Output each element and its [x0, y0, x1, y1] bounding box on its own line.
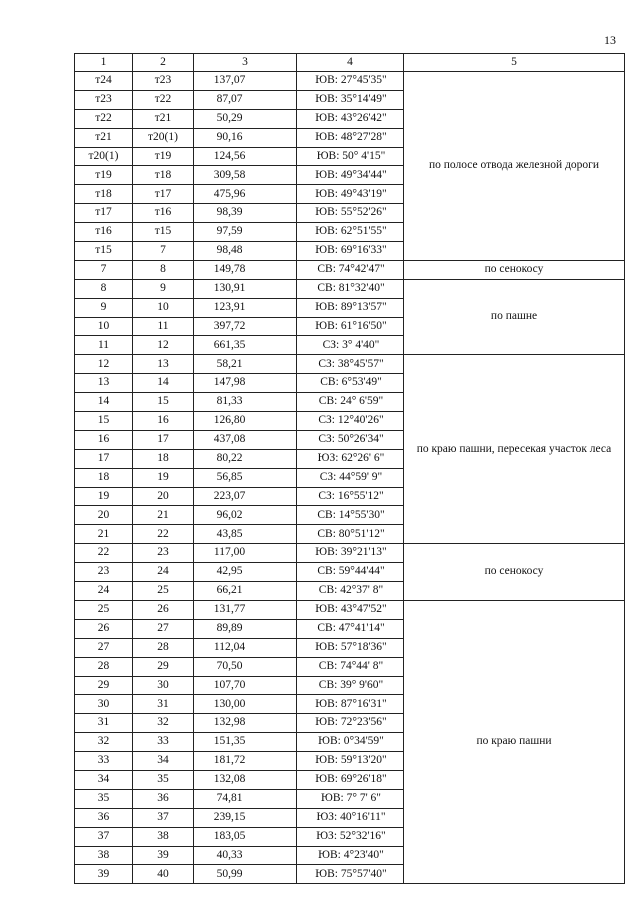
distance-cell: 475,96	[194, 185, 297, 204]
col-header-2: 2	[133, 54, 194, 72]
bearing-cell: СЗ: 38°45'57"	[297, 355, 404, 374]
to-point-cell: т18	[133, 166, 194, 185]
distance-cell: 98,39	[194, 204, 297, 223]
distance-cell: 239,15	[194, 808, 297, 827]
to-point-cell: 21	[133, 506, 194, 525]
distance-cell: 661,35	[194, 336, 297, 355]
bearing-cell: ЮВ: 43°26'42"	[297, 109, 404, 128]
distance-cell: 98,48	[194, 242, 297, 261]
distance-cell: 66,21	[194, 582, 297, 601]
boundary-description-cell: по сенокосу	[404, 544, 625, 601]
from-point-cell: 39	[75, 865, 133, 884]
from-point-cell: т16	[75, 223, 133, 242]
distance-cell: 42,95	[194, 563, 297, 582]
bearing-cell: СВ: 14°55'30"	[297, 506, 404, 525]
bearing-cell: ЮЗ: 40°16'11"	[297, 808, 404, 827]
table-body	[75, 72, 625, 884]
from-point-cell: 8	[75, 279, 133, 298]
bearing-cell: ЮВ: 4°23'40"	[297, 846, 404, 865]
to-point-cell: 39	[133, 846, 194, 865]
bearing-cell: ЮВ: 48°27'28"	[297, 128, 404, 147]
bearing-cell: СЗ: 16°55'12"	[297, 487, 404, 506]
distance-cell: 50,29	[194, 109, 297, 128]
distance-cell: 97,59	[194, 223, 297, 242]
bearing-cell: СЗ: 12°40'26"	[297, 412, 404, 431]
bearing-cell: ЮВ: 35°14'49"	[297, 90, 404, 109]
from-point-cell: 9	[75, 298, 133, 317]
distance-cell: 81,33	[194, 393, 297, 412]
bearing-cell: СЗ: 50°26'34"	[297, 430, 404, 449]
from-point-cell: т15	[75, 242, 133, 261]
from-point-cell: 25	[75, 600, 133, 619]
distance-cell: 183,05	[194, 827, 297, 846]
to-point-cell: 33	[133, 733, 194, 752]
from-point-cell: 16	[75, 430, 133, 449]
from-point-cell: 32	[75, 733, 133, 752]
bearing-cell: СВ: 39° 9'60"	[297, 676, 404, 695]
from-point-cell: 18	[75, 468, 133, 487]
distance-cell: 130,91	[194, 279, 297, 298]
from-point-cell: 38	[75, 846, 133, 865]
from-point-cell: 31	[75, 714, 133, 733]
from-point-cell: 27	[75, 638, 133, 657]
bearing-cell: ЮВ: 69°26'18"	[297, 770, 404, 789]
from-point-cell: 21	[75, 525, 133, 544]
to-point-cell: 32	[133, 714, 194, 733]
from-point-cell: т22	[75, 109, 133, 128]
from-point-cell: 17	[75, 449, 133, 468]
table-row	[75, 600, 625, 619]
distance-cell: 130,00	[194, 695, 297, 714]
bearing-cell: ЮВ: 61°16'50"	[297, 317, 404, 336]
distance-cell: 74,81	[194, 789, 297, 808]
distance-cell: 132,98	[194, 714, 297, 733]
distance-cell: 437,08	[194, 430, 297, 449]
from-point-cell: 19	[75, 487, 133, 506]
to-point-cell: 30	[133, 676, 194, 695]
table-row	[75, 355, 625, 374]
bearing-cell: ЮВ: 87°16'31"	[297, 695, 404, 714]
distance-cell: 90,16	[194, 128, 297, 147]
bearing-cell: ЮВ: 0°34'59"	[297, 733, 404, 752]
to-point-cell: 15	[133, 393, 194, 412]
distance-cell: 80,22	[194, 449, 297, 468]
distance-cell: 43,85	[194, 525, 297, 544]
bearing-cell: СЗ: 3° 4'40"	[297, 336, 404, 355]
header-row	[75, 54, 625, 72]
bearing-cell: ЮВ: 49°43'19"	[297, 185, 404, 204]
to-point-cell: 29	[133, 657, 194, 676]
to-point-cell: 16	[133, 412, 194, 431]
from-point-cell: 34	[75, 770, 133, 789]
to-point-cell: 9	[133, 279, 194, 298]
from-point-cell: 20	[75, 506, 133, 525]
bearing-cell: ЮВ: 75°57'40"	[297, 865, 404, 884]
bearing-cell: СЗ: 44°59' 9"	[297, 468, 404, 487]
bearing-cell: СВ: 59°44'44"	[297, 563, 404, 582]
to-point-cell: 28	[133, 638, 194, 657]
distance-cell: 147,98	[194, 374, 297, 393]
to-point-cell: 20	[133, 487, 194, 506]
bearing-cell: СВ: 6°53'49"	[297, 374, 404, 393]
from-point-cell: 11	[75, 336, 133, 355]
distance-cell: 50,99	[194, 865, 297, 884]
from-point-cell: 29	[75, 676, 133, 695]
to-point-cell: т20(1)	[133, 128, 194, 147]
to-point-cell: 31	[133, 695, 194, 714]
distance-cell: 309,58	[194, 166, 297, 185]
from-point-cell: 36	[75, 808, 133, 827]
boundary-description-cell: по краю пашни	[404, 600, 625, 883]
table-row	[75, 544, 625, 563]
bearing-cell: ЮВ: 69°16'33"	[297, 242, 404, 261]
distance-cell: 89,89	[194, 619, 297, 638]
bearing-cell: ЮЗ: 52°32'16"	[297, 827, 404, 846]
from-point-cell: 30	[75, 695, 133, 714]
boundary-description-cell: по пашне	[404, 279, 625, 355]
from-point-cell: 35	[75, 789, 133, 808]
to-point-cell: 19	[133, 468, 194, 487]
bearing-cell: СВ: 74°44' 8"	[297, 657, 404, 676]
bearing-cell: ЮВ: 59°13'20"	[297, 752, 404, 771]
to-point-cell: 11	[133, 317, 194, 336]
from-point-cell: 23	[75, 563, 133, 582]
to-point-cell: 12	[133, 336, 194, 355]
bearing-cell: ЮВ: 7° 7' 6"	[297, 789, 404, 808]
from-point-cell: 37	[75, 827, 133, 846]
from-point-cell: т17	[75, 204, 133, 223]
col-header-5: 5	[404, 54, 625, 72]
distance-cell: 107,70	[194, 676, 297, 695]
to-point-cell: 7	[133, 242, 194, 261]
to-point-cell: т21	[133, 109, 194, 128]
boundary-description-cell: по краю пашни, пересекая участок леса	[404, 355, 625, 544]
table-row	[75, 279, 625, 298]
distance-cell: 397,72	[194, 317, 297, 336]
distance-cell: 56,85	[194, 468, 297, 487]
to-point-cell: 37	[133, 808, 194, 827]
to-point-cell: 40	[133, 865, 194, 884]
distance-cell: 132,08	[194, 770, 297, 789]
to-point-cell: 14	[133, 374, 194, 393]
from-point-cell: 33	[75, 752, 133, 771]
to-point-cell: т23	[133, 72, 194, 91]
bearing-cell: СВ: 80°51'12"	[297, 525, 404, 544]
to-point-cell: 10	[133, 298, 194, 317]
from-point-cell: 13	[75, 374, 133, 393]
distance-cell: 126,80	[194, 412, 297, 431]
from-point-cell: т24	[75, 72, 133, 91]
bearing-cell: ЮВ: 55°52'26"	[297, 204, 404, 223]
distance-cell: 112,04	[194, 638, 297, 657]
bearing-cell: ЮВ: 49°34'44"	[297, 166, 404, 185]
col-header-1: 1	[75, 54, 133, 72]
to-point-cell: т17	[133, 185, 194, 204]
page-number: 13	[604, 33, 616, 47]
distance-cell: 124,56	[194, 147, 297, 166]
to-point-cell: 13	[133, 355, 194, 374]
distance-cell: 40,33	[194, 846, 297, 865]
to-point-cell: 24	[133, 563, 194, 582]
from-point-cell: 24	[75, 582, 133, 601]
to-point-cell: т16	[133, 204, 194, 223]
from-point-cell: т23	[75, 90, 133, 109]
to-point-cell: 17	[133, 430, 194, 449]
bearing-cell: ЮВ: 50° 4'15"	[297, 147, 404, 166]
boundary-description-cell: по сенокосу	[404, 260, 625, 279]
bearing-cell: ЮВ: 39°21'13"	[297, 544, 404, 563]
from-point-cell: т18	[75, 185, 133, 204]
distance-cell: 149,78	[194, 260, 297, 279]
col-header-4: 4	[297, 54, 404, 72]
distance-cell: 137,07	[194, 72, 297, 91]
from-point-cell: 7	[75, 260, 133, 279]
to-point-cell: 36	[133, 789, 194, 808]
survey-table	[74, 53, 625, 884]
from-point-cell: 28	[75, 657, 133, 676]
bearing-cell: СВ: 74°42'47"	[297, 260, 404, 279]
from-point-cell: 15	[75, 412, 133, 431]
bearing-cell: ЮВ: 57°18'36"	[297, 638, 404, 657]
distance-cell: 223,07	[194, 487, 297, 506]
bearing-cell: ЮВ: 27°45'35"	[297, 72, 404, 91]
table-row	[75, 72, 625, 91]
distance-cell: 123,91	[194, 298, 297, 317]
to-point-cell: 34	[133, 752, 194, 771]
col-header-3: 3	[194, 54, 297, 72]
bearing-cell: СВ: 24° 6'59"	[297, 393, 404, 412]
from-point-cell: т21	[75, 128, 133, 147]
distance-cell: 181,72	[194, 752, 297, 771]
to-point-cell: т15	[133, 223, 194, 242]
from-point-cell: 22	[75, 544, 133, 563]
from-point-cell: т20(1)	[75, 147, 133, 166]
distance-cell: 58,21	[194, 355, 297, 374]
bearing-cell: ЮВ: 72°23'56"	[297, 714, 404, 733]
to-point-cell: 38	[133, 827, 194, 846]
bearing-cell: ЮЗ: 62°26' 6"	[297, 449, 404, 468]
to-point-cell: т22	[133, 90, 194, 109]
distance-cell: 151,35	[194, 733, 297, 752]
to-point-cell: 22	[133, 525, 194, 544]
to-point-cell: 8	[133, 260, 194, 279]
to-point-cell: 18	[133, 449, 194, 468]
to-point-cell: 27	[133, 619, 194, 638]
from-point-cell: 10	[75, 317, 133, 336]
distance-cell: 87,07	[194, 90, 297, 109]
bearing-cell: ЮВ: 89°13'57"	[297, 298, 404, 317]
distance-cell: 131,77	[194, 600, 297, 619]
to-point-cell: т19	[133, 147, 194, 166]
from-point-cell: 14	[75, 393, 133, 412]
to-point-cell: 23	[133, 544, 194, 563]
bearing-cell: ЮВ: 62°51'55"	[297, 223, 404, 242]
from-point-cell: т19	[75, 166, 133, 185]
bearing-cell: СВ: 47°41'14"	[297, 619, 404, 638]
from-point-cell: 26	[75, 619, 133, 638]
table-row	[75, 260, 625, 279]
bearing-cell: ЮВ: 43°47'52"	[297, 600, 404, 619]
to-point-cell: 35	[133, 770, 194, 789]
to-point-cell: 25	[133, 582, 194, 601]
to-point-cell: 26	[133, 600, 194, 619]
distance-cell: 96,02	[194, 506, 297, 525]
bearing-cell: СВ: 81°32'40"	[297, 279, 404, 298]
distance-cell: 117,00	[194, 544, 297, 563]
bearing-cell: СВ: 42°37' 8"	[297, 582, 404, 601]
boundary-description-cell: по полосе отвода железной дороги	[404, 72, 625, 261]
from-point-cell: 12	[75, 355, 133, 374]
distance-cell: 70,50	[194, 657, 297, 676]
